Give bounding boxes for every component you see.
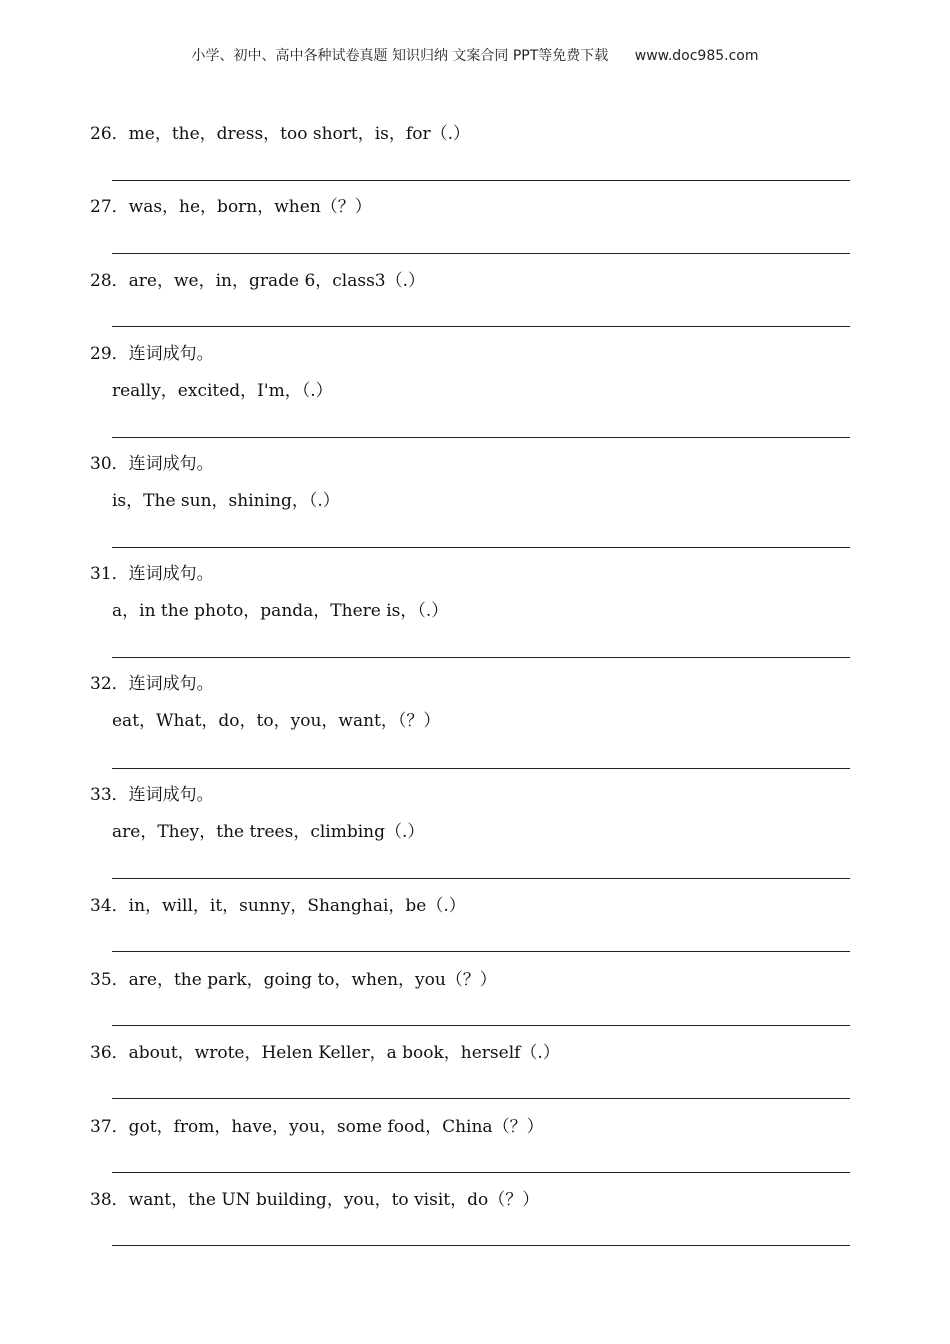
question-prompt bbox=[90, 1041, 850, 1065]
question-text: want，the UN building，you，to visit，do（？） bbox=[128, 1190, 540, 1210]
page-header bbox=[0, 45, 950, 65]
question-text: 连词成句。 bbox=[128, 344, 214, 364]
answer-line-35[interactable] bbox=[112, 1025, 850, 1026]
question-prompt bbox=[90, 195, 850, 219]
question-28 bbox=[90, 269, 850, 293]
question-number: 28． bbox=[90, 271, 129, 291]
question-text: 连词成句。 bbox=[128, 785, 214, 805]
question-number: 29． bbox=[90, 344, 129, 364]
question-text: 连词成句。 bbox=[128, 454, 214, 474]
question-text: me，the，dress，too short，is，for（.） bbox=[128, 124, 470, 144]
question-32 bbox=[90, 672, 850, 733]
question-27 bbox=[90, 195, 850, 219]
question-prompt bbox=[90, 269, 850, 293]
question-words: are，They，the trees，climbing（.） bbox=[112, 822, 425, 842]
answer-line-36[interactable] bbox=[112, 1098, 850, 1099]
answer-line-33[interactable] bbox=[112, 878, 850, 879]
question-number: 36． bbox=[90, 1043, 129, 1063]
question-prompt bbox=[90, 122, 850, 146]
question-33 bbox=[90, 783, 850, 844]
question-text: are，we，in，grade 6，class3（.） bbox=[128, 271, 426, 291]
question-number: 32． bbox=[90, 674, 129, 694]
question-words: is，The sun，shining，（.） bbox=[112, 491, 340, 511]
question-text: about，wrote，Helen Keller，a book，herself（.） bbox=[128, 1043, 560, 1063]
question-number: 30． bbox=[90, 454, 129, 474]
question-26 bbox=[90, 122, 850, 146]
question-35 bbox=[90, 968, 850, 992]
question-number: 33． bbox=[90, 785, 129, 805]
question-number: 35． bbox=[90, 970, 129, 990]
question-prompt bbox=[90, 672, 850, 696]
answer-line-34[interactable] bbox=[112, 951, 850, 952]
question-text: got，from，have，you，some food，China（？） bbox=[128, 1117, 544, 1137]
answer-line-27[interactable] bbox=[112, 253, 850, 254]
question-36 bbox=[90, 1041, 850, 1065]
question-number: 38． bbox=[90, 1190, 129, 1210]
question-34 bbox=[90, 894, 850, 918]
answer-line-37[interactable] bbox=[112, 1172, 850, 1173]
question-number: 31． bbox=[90, 564, 129, 584]
answer-line-29[interactable] bbox=[112, 437, 850, 438]
question-words: eat，What，do，to，you，want，（？） bbox=[112, 711, 441, 731]
question-text: was，he，born，when（？） bbox=[128, 197, 372, 217]
question-37 bbox=[90, 1115, 850, 1139]
question-text: 连词成句。 bbox=[128, 564, 214, 584]
question-prompt bbox=[90, 562, 850, 586]
question-number: 37． bbox=[90, 1117, 129, 1137]
question-text: in，will，it，sunny，Shanghai，be（.） bbox=[128, 896, 466, 916]
header-site: www.doc985.com bbox=[634, 48, 759, 64]
question-prompt bbox=[90, 1188, 850, 1212]
question-prompt bbox=[90, 452, 850, 476]
answer-line-31[interactable] bbox=[112, 657, 850, 658]
question-number: 34． bbox=[90, 896, 129, 916]
answer-line-38[interactable] bbox=[112, 1245, 850, 1246]
header-text: 小学、初中、高中各种试卷真题 知识归纳 文案合同 PPT等免费下载 bbox=[191, 48, 609, 64]
answer-line-32[interactable] bbox=[112, 768, 850, 769]
question-prompt bbox=[90, 342, 850, 366]
question-prompt bbox=[90, 1115, 850, 1139]
question-words: really，excited，I'm，（.） bbox=[112, 381, 333, 401]
question-number: 27． bbox=[90, 197, 129, 217]
question-prompt bbox=[90, 894, 850, 918]
answer-line-26[interactable] bbox=[112, 180, 850, 181]
question-text: 连词成句。 bbox=[128, 674, 214, 694]
answer-line-28[interactable] bbox=[112, 326, 850, 327]
question-prompt bbox=[90, 783, 850, 807]
answer-line-30[interactable] bbox=[112, 547, 850, 548]
question-38 bbox=[90, 1188, 850, 1212]
question-prompt bbox=[90, 968, 850, 992]
question-text: are，the park，going to，when，you（？） bbox=[128, 970, 497, 990]
question-31 bbox=[90, 562, 850, 623]
question-number: 26． bbox=[90, 124, 129, 144]
question-words: a，in the photo，panda，There is，（.） bbox=[112, 601, 449, 621]
question-30 bbox=[90, 452, 850, 513]
question-29 bbox=[90, 342, 850, 403]
